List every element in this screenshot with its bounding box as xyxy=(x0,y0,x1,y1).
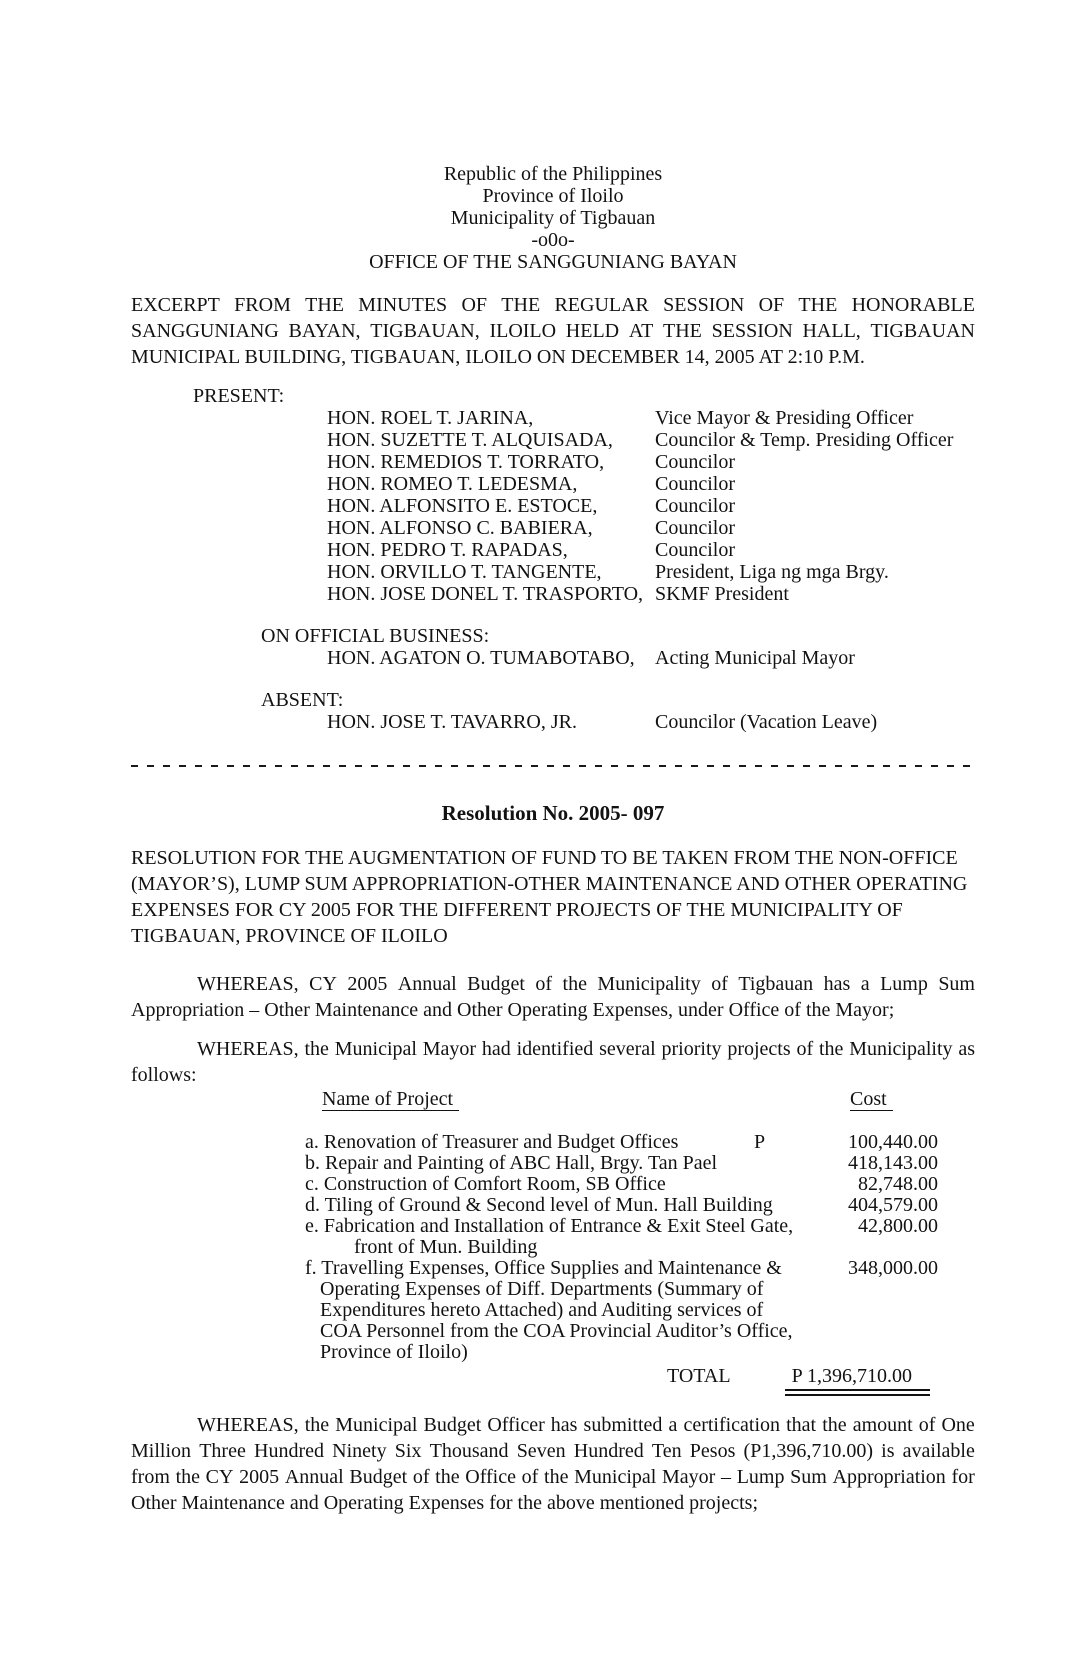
excerpt-line: EXCERPT FROM THE MINUTES OF THE REGULAR SESSION OF THE HONORABLE xyxy=(131,294,975,316)
paragraph-line: Other Maintenance and Operating Expenses for the above mentioned projects; xyxy=(131,1492,759,1514)
project-name: e. Fabrication and Installation of Entrance & Exit Steel Gate, xyxy=(305,1215,794,1237)
attendee-position: Councilor & Temp. Presiding Officer xyxy=(655,429,954,451)
attendee-position: Councilor xyxy=(655,539,735,561)
excerpt-line: SANGGUNIANG BAYAN, TIGBAUAN, ILOILO HELD AT THE SESSION HALL, TIGBAUAN xyxy=(131,320,975,342)
paragraph-line: Million Three Hundred Ninety Six Thousand Seven Hundred Ten Pesos (P1,396,710.00) is available xyxy=(131,1440,975,1462)
project-name: d. Tiling of Ground & Second level of Mun. Hall Building xyxy=(305,1194,773,1216)
attendee-row xyxy=(327,517,975,539)
project-cost: 100,440.00 xyxy=(848,1131,938,1153)
letterhead xyxy=(131,163,975,273)
attendee-name: HON. ALFONSITO E. ESTOCE, xyxy=(327,495,598,517)
project-row-d xyxy=(305,1195,938,1216)
attendee-position: SKMF President xyxy=(655,583,789,605)
project-cost: 348,000.00 xyxy=(848,1257,938,1279)
attendee-row xyxy=(327,583,975,605)
attendee-name: HON. ROMEO T. LEDESMA, xyxy=(327,473,578,495)
project-row-a xyxy=(305,1132,938,1153)
attendee-name: HON. ROEL T. JARINA, xyxy=(327,407,534,429)
attendee-row xyxy=(327,407,975,429)
project-name-continuation: Province of Iloilo) xyxy=(320,1341,468,1363)
project-name: f. Travelling Expenses, Office Supplies and Maintenance & xyxy=(305,1257,782,1279)
attendee-position: Councilor (Vacation Leave) xyxy=(655,711,878,733)
attendee-position: Councilor xyxy=(655,495,735,517)
whereas-priority-projects-paragraph xyxy=(131,1036,975,1088)
paragraph-line: WHEREAS, the Municipal Mayor had identified several priority projects of the Municipality as xyxy=(197,1038,975,1060)
letterhead-line-republic: Republic of the Philippines xyxy=(443,163,663,185)
dashed-separator xyxy=(131,765,975,767)
project-cost: 404,579.00 xyxy=(848,1194,938,1216)
excerpt-line: MUNICIPAL BUILDING, TIGBAUAN, ILOILO ON DECEMBER 14, 2005 AT 2:10 P.M. xyxy=(131,346,865,368)
attendee-position: President, Liga ng mga Brgy. xyxy=(655,561,889,583)
present-label: PRESENT: xyxy=(193,385,285,407)
attendee-position: Acting Municipal Mayor xyxy=(655,647,855,669)
project-name-continuation: Expenditures hereto Attached) and Auditing services of xyxy=(320,1299,764,1321)
attendee-row xyxy=(327,473,975,495)
attendee-row xyxy=(327,495,975,517)
project-name: c. Construction of Comfort Room, SB Office xyxy=(305,1173,666,1195)
resolution-title-line: EXPENSES FOR CY 2005 FOR THE DIFFERENT PROJECTS OF THE MUNICIPALITY OF xyxy=(131,899,903,921)
project-cost: 42,800.00 xyxy=(858,1215,938,1237)
project-row-b xyxy=(305,1153,938,1174)
attendee-row xyxy=(327,429,975,451)
attendee-name: HON. JOSE T. TAVARRO, JR. xyxy=(327,711,577,733)
paragraph-line: WHEREAS, CY 2005 Annual Budget of the Municipality of Tigbauan has a Lump Sum xyxy=(197,973,975,995)
project-row-e xyxy=(305,1216,938,1237)
project-cost: 82,748.00 xyxy=(858,1173,938,1195)
resolution-number: Resolution No. 2005- 097 xyxy=(441,801,665,825)
peso-sign: P xyxy=(754,1131,766,1153)
attendee-position: Vice Mayor & Presiding Officer xyxy=(655,407,914,429)
attendee-row xyxy=(327,561,975,583)
letterhead-line-municipality: Municipality of Tigbauan xyxy=(450,207,656,229)
attendee-row xyxy=(327,539,975,561)
project-row-f xyxy=(305,1258,938,1279)
whereas-certification-paragraph xyxy=(131,1412,975,1516)
column-header-cost: Cost xyxy=(850,1088,893,1111)
project-name-continuation: Operating Expenses of Diff. Departments (Summary of xyxy=(320,1278,764,1300)
resolution-title-line: TIGBAUAN, PROVINCE OF ILOILO xyxy=(131,925,448,947)
project-cost: 418,143.00 xyxy=(848,1152,938,1174)
resolution-title xyxy=(131,845,975,949)
attendee-name: HON. PEDRO T. RAPADAS, xyxy=(327,539,568,561)
project-name-continuation: COA Personnel from the COA Provincial Auditor’s Office, xyxy=(320,1320,793,1342)
resolution-title-line: (MAYOR’S), LUMP SUM APPROPRIATION-OTHER MAINTENANCE AND OTHER OPERATING xyxy=(131,873,968,895)
total-amount: P 1,396,710.00 xyxy=(791,1365,912,1387)
attendee-row xyxy=(327,451,975,473)
project-name-continuation: front of Mun. Building xyxy=(354,1236,538,1258)
attendee-position: Councilor xyxy=(655,517,735,539)
project-row-c xyxy=(305,1174,938,1195)
whereas-lump-sum-paragraph xyxy=(131,971,975,1023)
attendee-name: HON. JOSE DONEL T. TRASPORTO, xyxy=(327,583,644,605)
attendee-name: HON. SUZETTE T. ALQUISADA, xyxy=(327,429,613,451)
total-double-rule xyxy=(785,1389,930,1396)
column-header-name-of-project: Name of Project xyxy=(322,1088,459,1111)
resolution-title-line: RESOLUTION FOR THE AUGMENTATION OF FUND TO BE TAKEN FROM THE NON-OFFICE xyxy=(131,847,958,869)
projects-table-header xyxy=(322,1088,975,1111)
letterhead-office: OFFICE OF THE SANGGUNIANG BAYAN xyxy=(369,251,737,273)
projects-total-row xyxy=(667,1365,912,1388)
attendee-position: Councilor xyxy=(655,451,735,473)
letterhead-line-province: Province of Iloilo xyxy=(482,185,624,207)
projects-table xyxy=(131,1088,975,1396)
letterhead-ornament: -o0o- xyxy=(531,229,575,251)
absent-label: ABSENT: xyxy=(261,689,344,711)
total-label: TOTAL xyxy=(667,1365,731,1387)
session-excerpt-heading xyxy=(131,292,975,370)
attendee-name: HON. AGATON O. TUMABOTABO, xyxy=(327,647,635,669)
official-business-label: ON OFFICIAL BUSINESS: xyxy=(261,625,490,647)
present-roster xyxy=(131,407,975,605)
attendee-position: Councilor xyxy=(655,473,735,495)
attendee-name: HON. REMEDIOS T. TORRATO, xyxy=(327,451,605,473)
attendee-name: HON. ALFONSO C. BABIERA, xyxy=(327,517,593,539)
projects-table-rows xyxy=(305,1132,938,1363)
project-name: a. Renovation of Treasurer and Budget Offices xyxy=(305,1131,679,1153)
attendee-row xyxy=(327,647,975,669)
attendee-name: HON. ORVILLO T. TANGENTE, xyxy=(327,561,602,583)
attendee-row xyxy=(327,711,975,733)
paragraph-line: WHEREAS, the Municipal Budget Officer has submitted a certification that the amount of One xyxy=(197,1414,975,1436)
project-name: b. Repair and Painting of ABC Hall, Brgy. Tan Pael xyxy=(305,1152,718,1174)
paragraph-line: Appropriation – Other Maintenance and Other Operating Expenses, under Office of the Mayor; xyxy=(131,999,895,1021)
paragraph-line: from the CY 2005 Annual Budget of the Office of the Municipal Mayor – Lump Sum Appropriation for xyxy=(131,1466,975,1488)
paragraph-line: follows: xyxy=(131,1064,197,1086)
